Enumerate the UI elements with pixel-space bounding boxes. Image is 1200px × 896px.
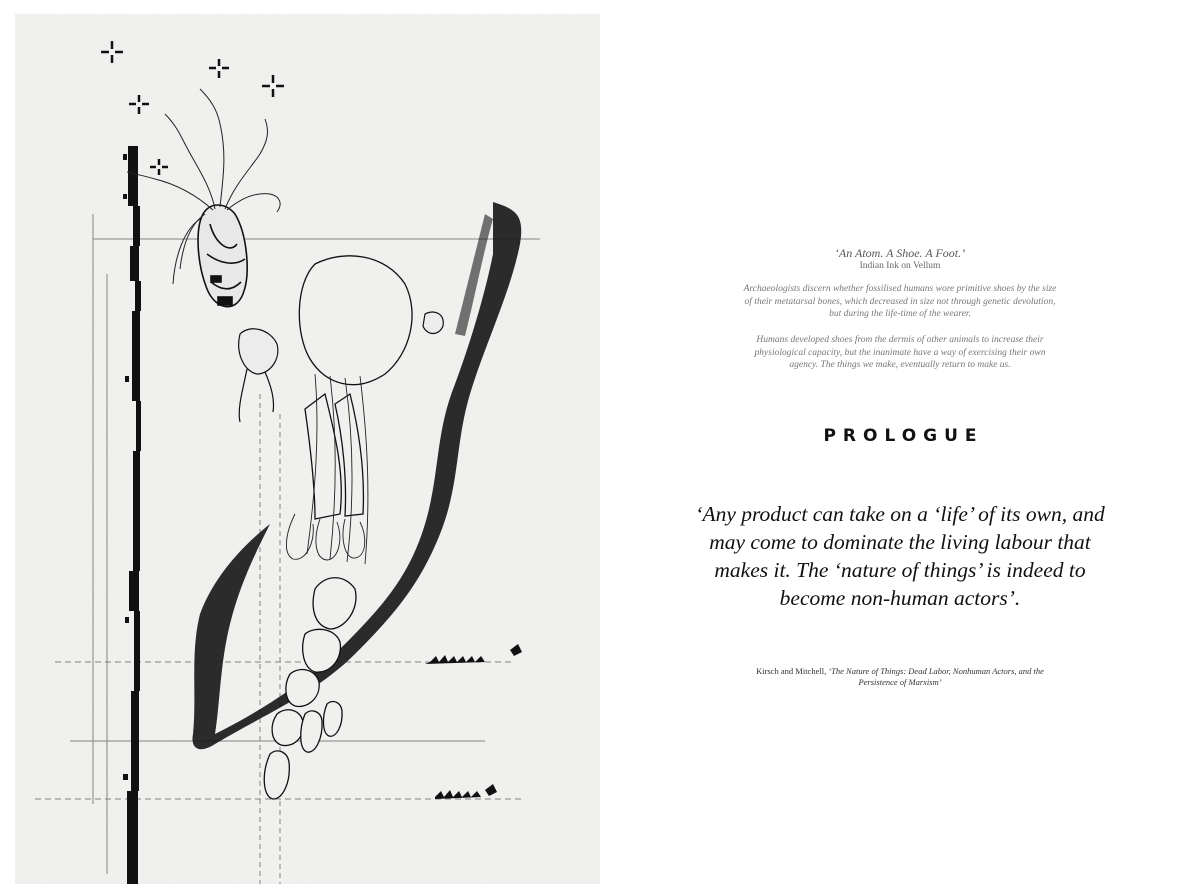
quote-attribution [750,666,1050,688]
caption-paragraph-1: Archaeologists discern whether fossilised humans wore primitive shoes by the size of their metatarsal bones, which decreased in size not through genetic devolution, but during the life-time of the wearer. [743,284,1057,319]
caption-paragraph-2: Humans developed shoes from the dermis of other animals to increase their physiological capacity, but the inanimate have a way of exercising their own agency. The things we make, eventually return to make us. [754,335,1046,370]
artwork-medium: Indian Ink on Vellum [859,261,941,271]
text-page [600,0,1200,896]
artwork-title: ‘An Atom. A Shoe. A Foot.’ [834,246,966,260]
epigraph-quote: ‘Any product can take on a ‘life’ of its own, and may come to dominate the living labour that makes it. The ‘nature of things’ is indeed to become non-human actors’. [695,502,1105,610]
illustration-page [15,14,600,884]
chapter-heading: PROLOGUE [823,426,984,446]
ink-illustration [15,14,600,884]
attribution-authors: Kirsch and Mitchell, [756,666,829,676]
attribution-source: ‘The Nature of Things: Dead Labor, Nonhuman Actors, and the Persistence of Marxism’ [828,666,1044,687]
